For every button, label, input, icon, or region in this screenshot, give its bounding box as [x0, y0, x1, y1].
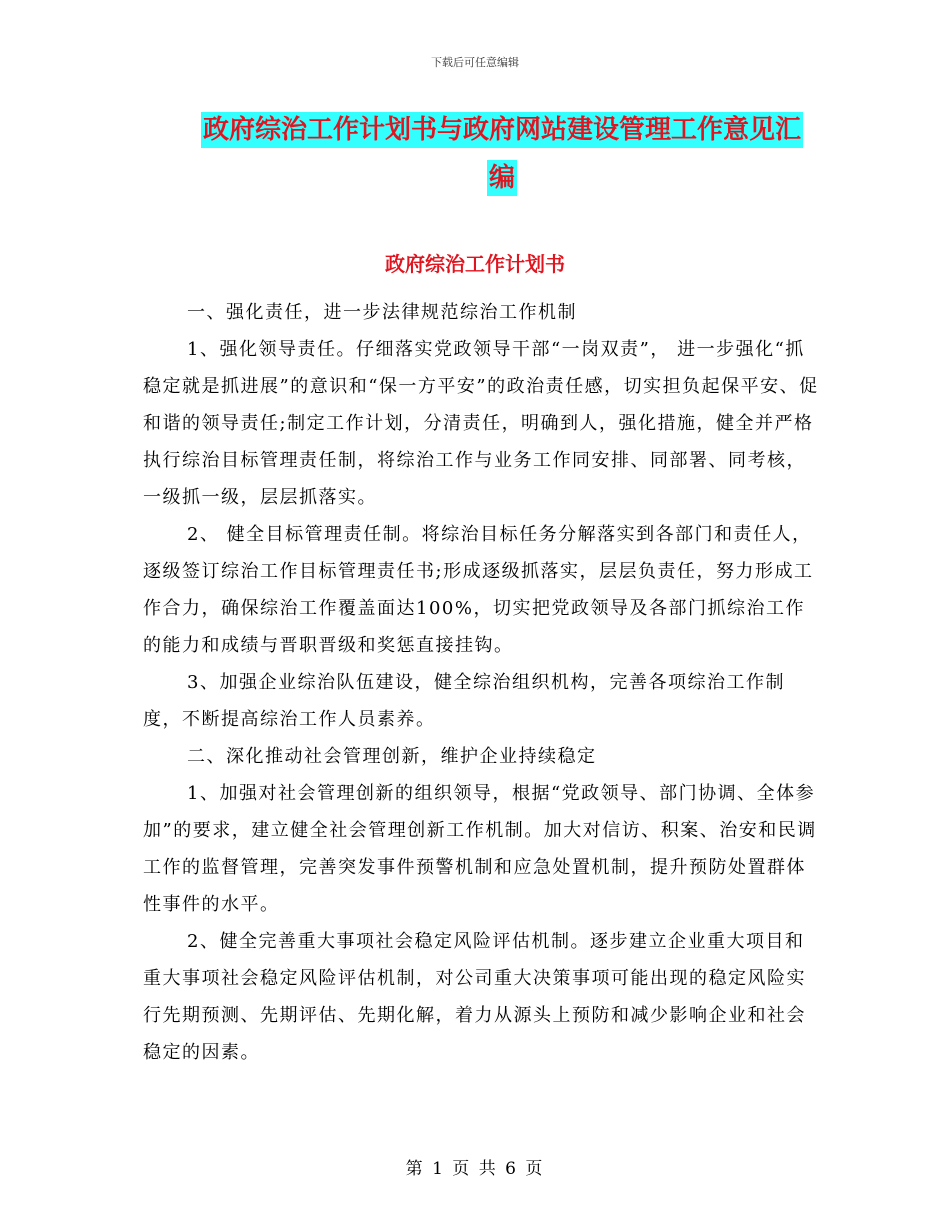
title-line-1: 政府综治工作计划书与政府网站建设管理工作意见汇 [201, 112, 803, 148]
page-number-footer: 第 1 页 共 6 页 [405, 1159, 545, 1179]
heading-1: 一、强化责任，进一步法律规范综治工作机制 [187, 302, 577, 323]
paragraph: 2、健全完善重大事项社会稳定风险评估机制。逐步建立企业重大项目和重大事项社会稳定风险评估机制，对公司重大决策事项可能出现的稳定风险实行先期预测、先期评估、先期化解，着力从源头上预防和减少影响企业和社会稳定的因素。 [143, 931, 806, 1063]
paragraph: 1、加强对社会管理创新的组织领导，根据“党政领导、部门协调、全体参加”的要求，建立健全社会管理创新工作机制。加大对信访、积案、治安和民调工作的监督管理，完善突发事件预警机制和应急处置机制，提升预防处置群体性事件的水平。 [143, 783, 817, 915]
heading-2: 二、深化推动社会管理创新，维护企业持续稳定 [187, 746, 597, 767]
document-title [192, 112, 812, 208]
page-header-note: 下载后可任意编辑 [431, 56, 519, 69]
paragraph: 1、强化领导责任。仔细落实党政领导干部“一岗双责”， 进一步强化“抓稳定就是抓进展”的意识和“保一方平安”的政治责任感，切实担负起保平安、促和谐的领导责任;制定工作计划，分清责任，明确到人，强化措施，健全并严格执行综治目标管理责任制，将综治工作与业务工作同安排、同部署、同考核，一级抓一级，层层抓落实。 [143, 339, 819, 508]
paragraph: 3、加强企业综治队伍建设，健全综治组织机构，完善各项综治工作制度，不断提高综治工作人员素养。 [143, 672, 785, 730]
paragraph: 2、 健全目标管理责任制。将综治目标任务分解落实到各部门和责任人，逐级签订综治工作目标管理责任书;形成逐级抓落实，层层负责任，努力形成工作合力，确保综治工作覆盖面达100%，切实把党政领导及各部门抓综治工作的能力和成绩与晋职晋级和奖惩直接挂钩。 [143, 524, 814, 656]
document-body [143, 294, 823, 1071]
section-title: 政府综治工作计划书 [385, 252, 565, 276]
title-line-2: 编 [487, 160, 517, 196]
